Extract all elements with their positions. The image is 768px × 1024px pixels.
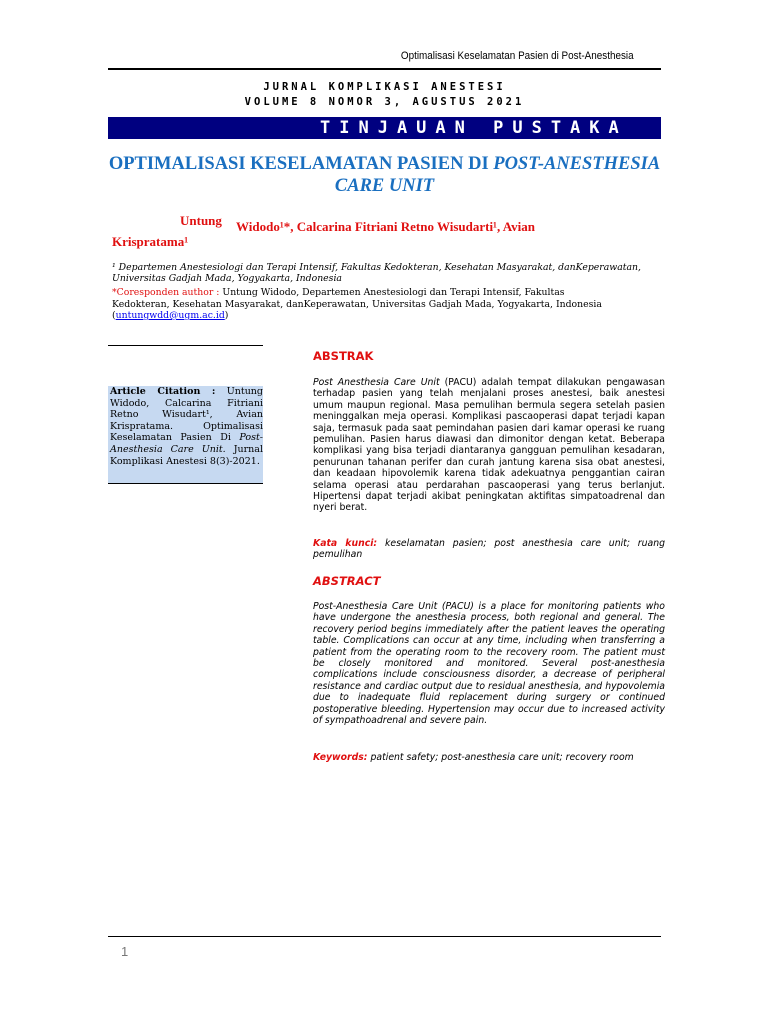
title-part-2: POST-ANESTHESIA CARE UNIT	[334, 154, 661, 196]
abstract-body: Post-Anesthesia Care Unit (PACU) is a place for monitoring patients who have undergone the anesthesia process, both regional and general. The recovery period begins immediately after the patient leaves the operating table. Complications can occur at any time, including when transferring a patient from the operating room to the recovery room. The patient must be closely monitored and monitored. Several post-anesthesia complications include consciousness disorder, a decrease of peripheral resistance and cardiac output due to residual anesthesia, and hypovolemia due to inadequate fluid replacement during surgery or continued postoperative bleeding. Hypertension may occur due to increased activity of sympathoadrenal and severe pain.	[313, 601, 665, 727]
citation-journal: Jurnal Komplikasi Anestesi 8(3)-2021.	[110, 443, 264, 467]
correspondence-close: )	[224, 310, 229, 321]
citation-label: Article Citation :	[110, 386, 216, 397]
correspondence	[112, 287, 622, 322]
abstract-heading: ABSTRACT	[313, 574, 381, 588]
article-title	[108, 153, 661, 197]
affiliation: ¹ Departemen Anestesiologi dan Terapi Intensif, Fakultas Kedokteran, Kesehatan Masyarakat, danKeperawatan, Universitas Gadjah Mada, Yogyakarta, Indonesia	[112, 262, 641, 284]
citation-title: Post-Anesthesia Care Unit.	[110, 432, 263, 455]
keywords-label: Keywords:	[313, 752, 368, 763]
keywords	[313, 752, 665, 763]
correspondence-label: *Coresponden author :	[112, 287, 220, 298]
journal-volume: VOLUME 8 NOMOR 3, AGUSTUS 2021	[244, 96, 525, 108]
section-label: TINJAUAN PUSTAKA	[320, 118, 628, 138]
journal-name: JURNAL KOMPLIKASI ANESTESI	[263, 81, 506, 93]
author-first: Untung	[180, 213, 222, 228]
abstrak-lead: Post Anesthesia Care Unit	[313, 377, 440, 388]
citation-text	[110, 386, 263, 467]
keywords-text: patient safety; post-anesthesia care unit; recovery room	[367, 752, 634, 763]
correspondence-text: Untung Widodo, Departemen Anestesiologi dan Terapi Intensif, Fakultas Kedokteran, Kesehatan Masyarakat, danKeperawatan, Universitas Gadjah Mada, Yogyakarta, Indonesia (	[112, 287, 602, 321]
page-number: 1	[121, 944, 129, 959]
title-part-1: OPTIMALISASI KESELAMATAN PASIEN DI	[108, 154, 494, 174]
author-last: Krispratama¹	[112, 234, 189, 249]
abstrak-heading: ABSTRAK	[313, 349, 374, 363]
author-rest: Widodo¹*, Calcarina Fitriani Retno Wisudarti¹, Avian	[236, 219, 536, 234]
kata-kunci-label: Kata kunci:	[313, 538, 378, 549]
correspondence-email-link[interactable]: untungwdd@ugm.ac.id	[115, 310, 225, 321]
citation-authors: Untung Widodo, Calcarina Fitriani Retno Wisudart¹, Avian Krispratama. Optimalisasi Keselamatan Pasien Di	[110, 386, 264, 444]
abstrak-body	[313, 377, 665, 514]
abstrak-text: (PACU) adalah tempat dilakukan pengawasan terhadap pasien yang telah menjalani proses anestesi, baik anestesi umum maupun regional. Masa pemulihan bermula segera setelah pasien meninggalkan meja operasi. Komplikasi pascaoperasi dapat terjadi kapan saja, termasuk pada saat pemindahan pasien dari kamar operasi ke ruang pemulihan. Pasien harus diawasi dan dimonitor dengan ketat. Beberapa komplikasi yang bisa terjadi diantaranya gangguan pemulihan kesadaran, penurunan tahanan perifer dan curah jantung karena sisa obat anestesi, dan keadaan hipovolemik karena tidak adekuatnya penggantian cairan selama operasi atau perdarahan pascaoperasi yang terus berlanjut. Hipertensi dapat terjadi akibat peningkatan aktifitas simpatoadrenal dan nyeri berat.	[313, 377, 665, 514]
footer-rule	[108, 936, 661, 937]
running-head: Optimalisasi Keselamatan Pasien di Post-Anesthesia	[401, 50, 634, 62]
citation-top-rule	[108, 345, 263, 346]
kata-kunci	[313, 538, 665, 561]
header-rule	[108, 68, 661, 70]
kata-kunci-text: keselamatan pasien; post anesthesia care unit; ruang pemulihan	[313, 538, 665, 561]
